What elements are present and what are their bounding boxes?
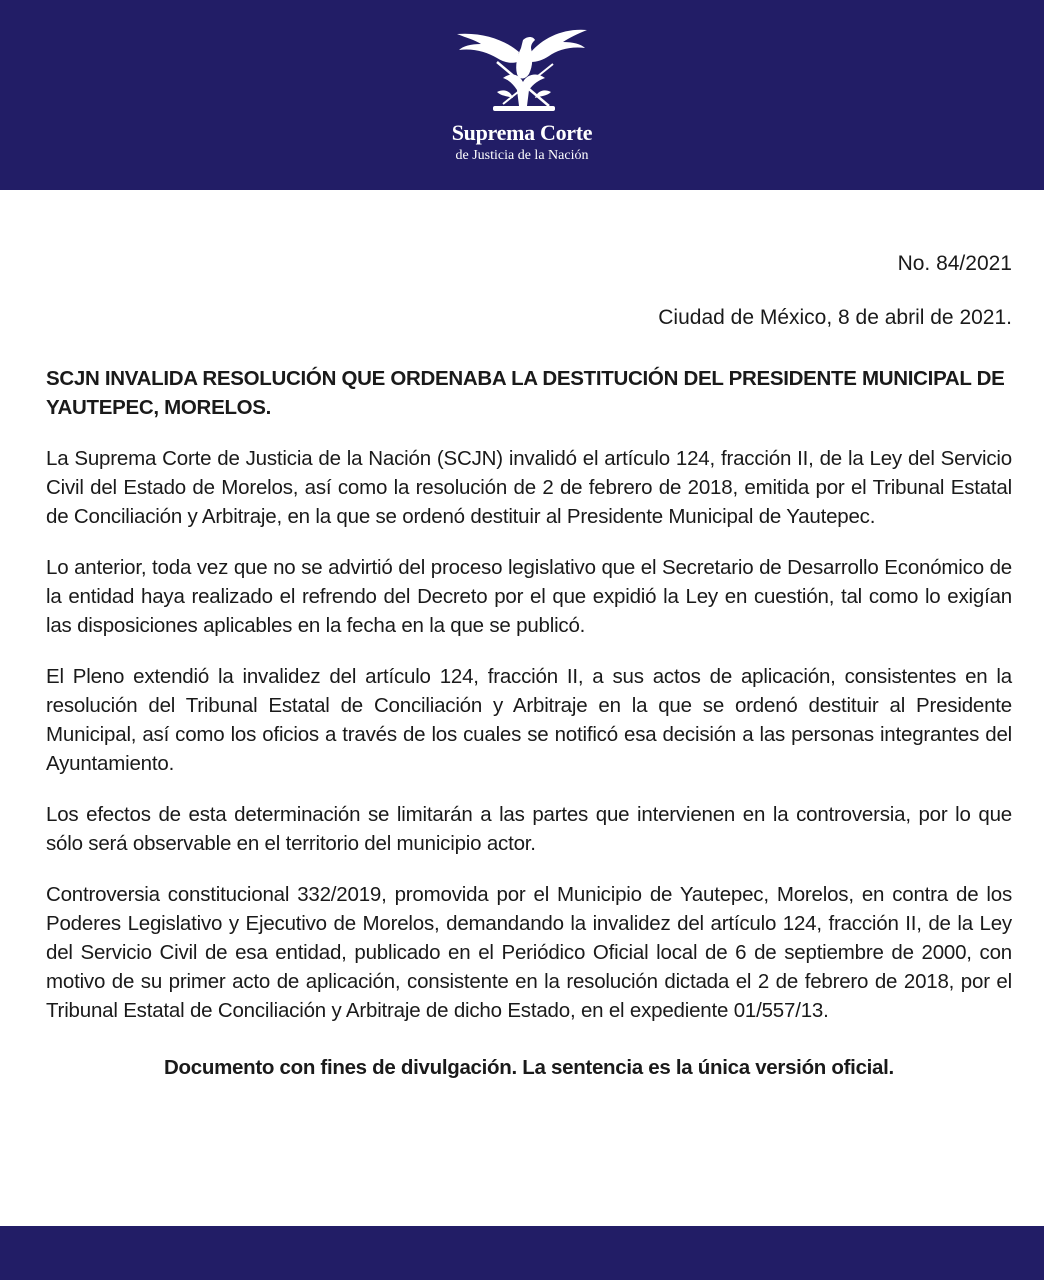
paragraph: Los efectos de esta determinación se limitarán a las partes que intervienen en la controversia, por lo que sólo será observable en el territorio del municipio actor.: [46, 803, 1012, 855]
paragraph: La Suprema Corte de Justicia de la Nación (SCJN) invalidó el artículo 124, fracción II, de la Ley del Servicio Civil del Estado de Morelos, así como la resolución de 2 de febrero de 2018, emitida por el Tribunal Estatal de Conciliación y Arbitraje, en la que se ordenó destituir al Presidente Municipal de Yautepec.: [46, 447, 1012, 528]
paragraph: Lo anterior, toda vez que no se advirtió del proceso legislativo que el Secretario de Desarrollo Económico de la entidad haya realizado el refrendo del Decreto por el que expidió la Ley en cuestión, tal como lo exigían las disposiciones aplicables en la fecha en la que se publicó.: [46, 556, 1012, 637]
document-number: No. 84/2021: [897, 252, 1012, 275]
footer-band: [0, 1226, 1044, 1280]
brand-name: Suprema Corte: [451, 120, 593, 145]
paragraph: El Pleno extendió la invalidez del artículo 124, fracción II, a sus actos de aplicación, consistentes en la resolución del Tribunal Estatal de Conciliación y Arbitraje en la que se ordenó destituir al Presidente Municipal, así como los oficios a través de los cuales se notificó esa decisión a las personas integrantes del Ayuntamiento.: [46, 665, 1012, 775]
brand-subtitle: de Justicia de la Nación: [455, 148, 589, 163]
header-banner: [0, 0, 1044, 190]
paragraph: Controversia constitucional 332/2019, promovida por el Municipio de Yautepec, Morelos, en contra de los Poderes Legislativo y Ejecutivo de Morelos, demandando la invalidez del artículo 124, fracción II, de la Ley del Servicio Civil de esa entidad, publicado en el Periódico Oficial local de 6 de septiembre de 2000, con motivo de su primer acto de aplicación, consistente en la resolución dictada el 2 de febrero de 2018, por el Tribunal Estatal de Conciliación y Arbitraje de dicho Estado, en el expediente 01/557/13.: [46, 883, 1012, 1022]
press-release-body: [46, 248, 1012, 1082]
headline: SCJN INVALIDA RESOLUCIÓN QUE ORDENABA LA DESTITUCIÓN DEL PRESIDENTE MUNICIPAL DE YAUTEPEC, MORELOS.: [46, 367, 1005, 419]
disclaimer: Documento con fines de divulgación. La sentencia es la única versión oficial.: [164, 1056, 894, 1079]
eagle-emblem-icon: [453, 22, 591, 114]
place-date: Ciudad de México, 8 de abril de 2021.: [658, 306, 1012, 329]
